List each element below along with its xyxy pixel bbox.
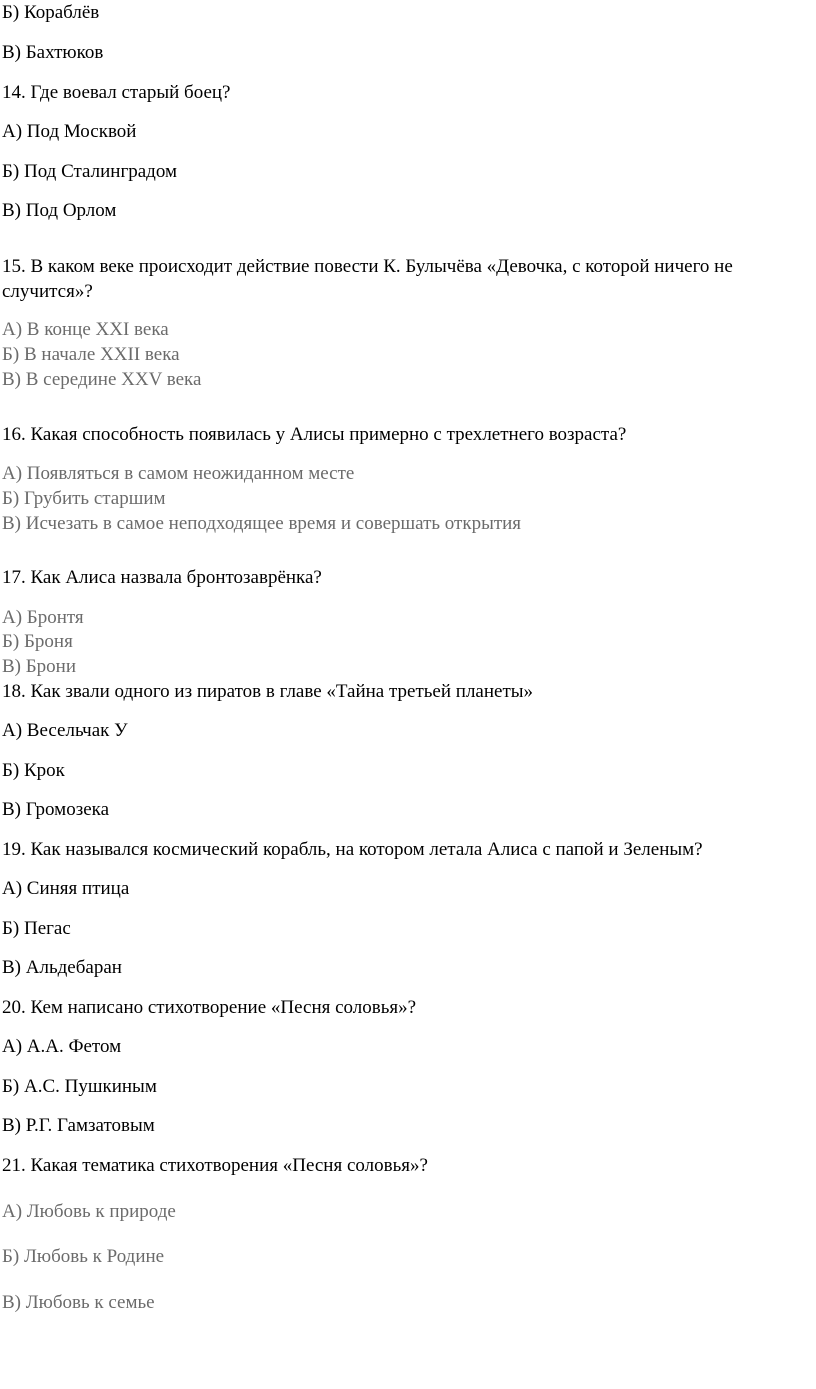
answer-option: В) Бахтюков bbox=[2, 42, 104, 63]
answer-option: Б) Броня bbox=[2, 631, 73, 652]
answer-option: А) В конце XXI века bbox=[2, 319, 169, 340]
answer-option: В) Любовь к семье bbox=[2, 1292, 155, 1313]
question-20: 20. Кем написано стихотворение «Песня соловья»? bbox=[2, 997, 417, 1018]
answer-option: В) Альдебаран bbox=[2, 957, 122, 978]
answer-option: В) Громозека bbox=[2, 799, 110, 820]
question-17: 17. Как Алиса назвала бронтозаврёнка? bbox=[2, 567, 322, 588]
answer-option: А) Появляться в самом неожиданном месте bbox=[2, 463, 355, 484]
answer-option: А) Под Москвой bbox=[2, 121, 137, 142]
answer-option: Б) Крок bbox=[2, 760, 65, 781]
answer-option: Б) Кораблёв bbox=[2, 2, 100, 23]
question-14: 14. Где воевал старый боец? bbox=[2, 82, 231, 103]
answer-option: Б) Под Сталинградом bbox=[2, 161, 178, 182]
question-16: 16. Какая способность появилась у Алисы примерно с трехлетнего возраста? bbox=[2, 424, 627, 445]
answer-option: В) Исчезать в самое неподходящее время и совершать открытия bbox=[2, 513, 522, 534]
question-19: 19. Как назывался космический корабль, на котором летала Алиса с папой и Зеленым? bbox=[2, 839, 703, 860]
answer-option: Б) В начале XXII века bbox=[2, 344, 180, 365]
answer-option: В) В середине XXV века bbox=[2, 369, 202, 390]
answer-option: А) Весельчак У bbox=[2, 720, 128, 741]
question-15: 15. В каком веке происходит действие повести К. Булычёва «Девочка, с которой ничего не случится»? bbox=[2, 256, 733, 302]
answer-option: Б) Грубить старшим bbox=[2, 488, 166, 509]
answer-option: В) Р.Г. Гамзатовым bbox=[2, 1115, 155, 1136]
answer-option: Б) Любовь к Родине bbox=[2, 1246, 165, 1267]
answer-option: А) Любовь к природе bbox=[2, 1201, 176, 1222]
answer-option: В) Под Орлом bbox=[2, 200, 117, 221]
answer-option: Б) Пегас bbox=[2, 918, 71, 939]
answer-option: А) Бронтя bbox=[2, 607, 84, 628]
answer-option: В) Брони bbox=[2, 656, 76, 677]
question-18: 18. Как звали одного из пиратов в главе «Тайна третьей планеты» bbox=[2, 681, 534, 702]
answer-option: А) Синяя птица bbox=[2, 878, 130, 899]
answer-option: А) А.А. Фетом bbox=[2, 1036, 122, 1057]
answer-option: Б) А.С. Пушкиным bbox=[2, 1076, 157, 1097]
question-21: 21. Какая тематика стихотворения «Песня соловья»? bbox=[2, 1155, 428, 1176]
